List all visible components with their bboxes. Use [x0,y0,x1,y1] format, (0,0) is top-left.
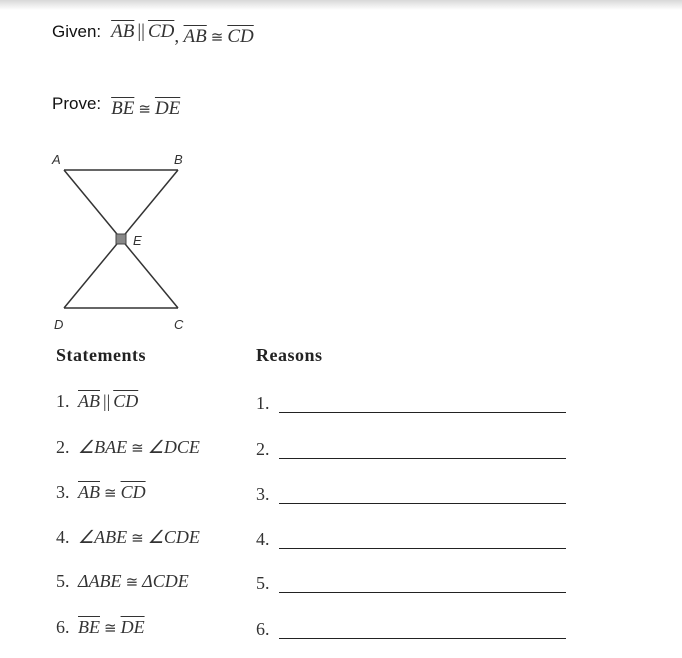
statement-row-2 [56,437,200,458]
given-segment-ab: $\overline{AB}$ [111,21,135,42]
statement-number: 1. [56,391,70,411]
statement-number: 2. [56,437,70,457]
prove-label: Prove: [52,94,102,113]
prove-line [52,93,181,119]
statement-row-4 [56,527,200,548]
statement-number: 3. [56,482,70,502]
reason-blank-6[interactable] [279,638,566,639]
statement-row-5 [56,571,189,592]
given-segment-cd: $\overline{CD}$ [147,21,175,42]
given-segment-cd-2: $\overline{CD}$ [227,26,254,47]
prove-congruent-symbol: ≅ [138,102,151,118]
statement-right: ΔCDE [142,571,189,591]
statement-right: ∠DCE [147,437,200,457]
reason-number-6: 6. [256,619,270,639]
statement-left: $\overline{AB}$ [78,391,100,411]
statement-relation: ≅ [125,575,139,591]
statement-right: ∠CDE [147,527,200,547]
statement-row-1 [56,391,138,412]
statement-left: ∠BAE [78,437,128,457]
reason-number-2: 2. [256,439,270,459]
given-label: Given: [52,22,102,41]
center-point-marker [116,234,126,244]
reason-number-1: 1. [256,393,270,413]
statement-right: $\overline{CD}$ [120,482,146,502]
vertex-label-d: D [54,317,64,332]
statement-row-3 [56,482,146,503]
statement-right: $\overline{DE}$ [120,617,145,637]
statement-number: 4. [56,527,70,547]
prove-segment-be: $\overline{BE}$ [111,98,135,119]
center-label-e: E [133,233,142,248]
given-line [52,21,254,47]
statement-right: $\overline{CD}$ [113,391,139,411]
statement-number: 5. [56,571,70,591]
given-expression [111,21,254,47]
reason-blank-2[interactable] [279,458,566,459]
bowtie-figure [44,148,204,338]
statement-left: ΔABE [78,571,122,591]
statement-left: ∠ABE [78,527,128,547]
statement-relation: || [103,391,111,411]
statement-relation: ≅ [104,621,117,637]
reason-blank-1[interactable] [279,412,566,413]
reason-number-3: 3. [256,484,270,504]
reason-number-5: 5. [256,573,270,593]
reason-blank-5[interactable] [279,592,566,593]
statement-left: $\overline{BE}$ [78,617,100,637]
reason-number-4: 4. [256,529,270,549]
prove-segment-de: $\overline{DE}$ [154,98,181,119]
given-congruence [184,26,254,47]
given-comma: , [174,26,180,47]
statement-number: 6. [56,617,70,637]
statement-left: $\overline{AB}$ [78,482,100,502]
reasons-header: Reasons [256,345,323,365]
given-segment-ab-2: $\overline{AB}$ [183,26,207,47]
statement-relation: ≅ [131,441,144,457]
statement-row-6 [56,617,145,638]
statement-relation: ≅ [104,486,117,502]
given-parallel-symbol: || [137,21,145,42]
given-congruent-symbol: ≅ [210,30,224,46]
statement-relation: ≅ [131,531,144,547]
prove-expression [111,98,180,119]
vertex-label-b: B [174,152,183,167]
statements-header: Statements [56,345,146,365]
vertex-label-a: A [52,152,61,167]
top-shadow-bar [0,0,682,10]
reason-blank-3[interactable] [279,503,566,504]
reason-blank-4[interactable] [279,548,566,549]
vertex-label-c: C [174,317,184,332]
